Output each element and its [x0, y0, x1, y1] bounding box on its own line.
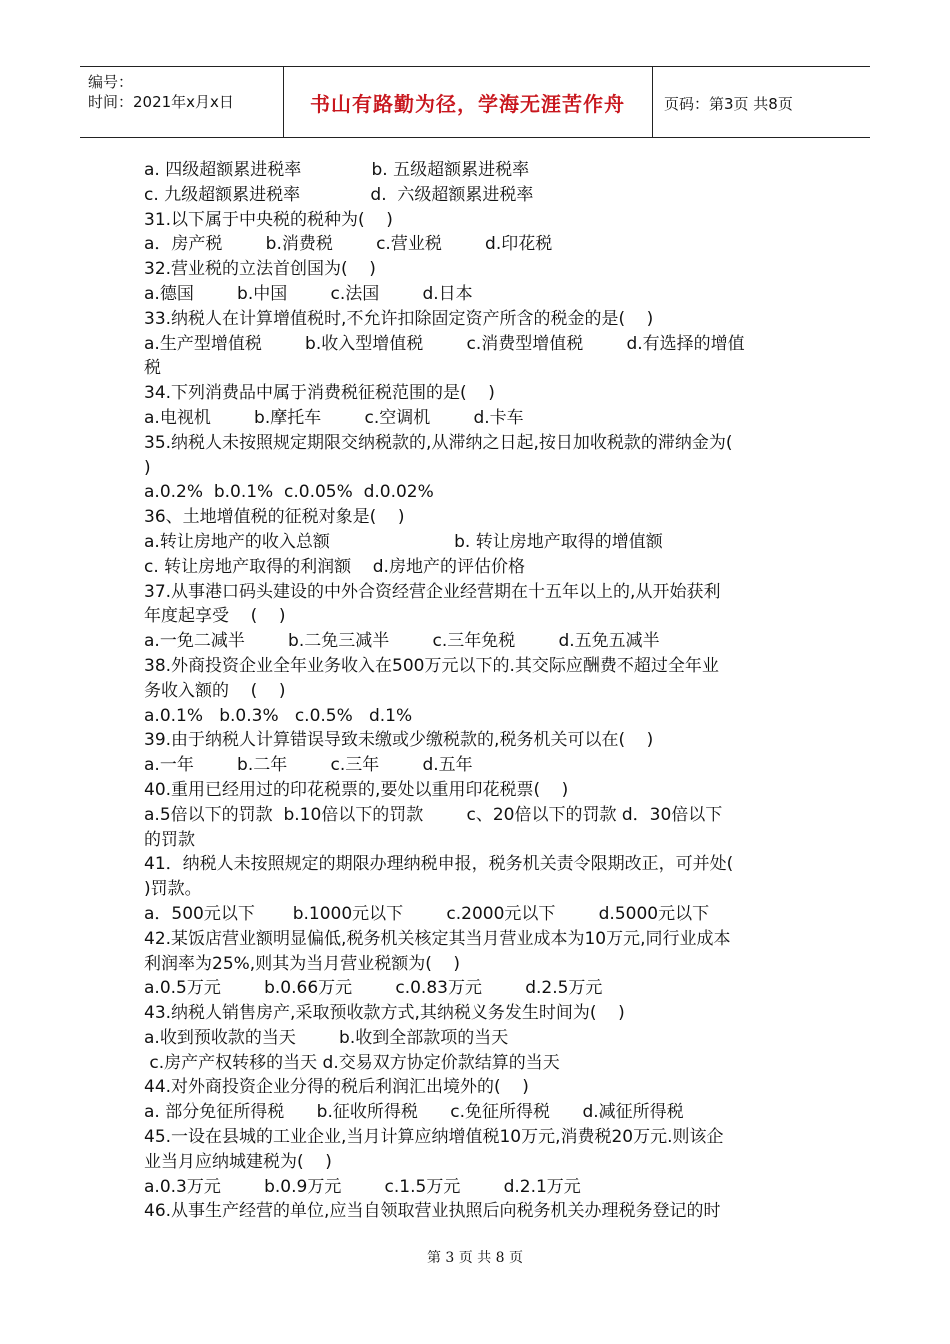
text-line: 39.由于纳税人计算错误导致未缴或少缴税款的,税务机关可以在( ): [144, 730, 654, 751]
text-line: 43.纳税人销售房产,采取预收款方式,其纳税义务发生时间为( ): [144, 1003, 625, 1024]
text-line: 32.营业税的立法首创国为( ): [144, 259, 376, 280]
text-line: a．房产税 b.消费税 c.营业税 d.印花税: [144, 234, 553, 255]
text-line: a.0.1% b.0.3% c.0.5% d.1%: [144, 705, 413, 726]
text-line: 34.下列消费品中属于消费税征税范围的是( ): [144, 383, 495, 404]
text-line: 利润率为25%,则其为当月营业税额为( ): [144, 953, 461, 974]
text-line: ): [144, 457, 151, 478]
header-divider: [283, 67, 284, 137]
text-line: 46.从事生产经营的单位,应当自领取营业执照后向税务机关办理税务登记的时: [144, 1201, 721, 1222]
text-line: a.电视机 b.摩托车 c.空调机 d.卡车: [144, 407, 524, 428]
text-line: 31.以下属于中央税的税种为( ): [144, 209, 393, 230]
text-line: 45.一设在县城的工业企业,当月计算应纳增值税10万元,消费税20万元.则该企: [144, 1127, 724, 1148]
serial-label: 编号：: [88, 73, 134, 91]
text-line: c. 九级超额累进税率 d. 六级超额累进税率: [144, 184, 534, 205]
text-line: 37.从事港口码头建设的中外合资经营企业经营期在十五年以上的,从开始获利: [144, 581, 721, 602]
text-line: c. 转让房地产取得的利润额 d.房地产的评估价格: [144, 556, 525, 577]
question-body: [144, 158, 816, 1224]
text-line: a.生产型增值税 b.收入型增值税 c.消费型增值税 d.有选择的增值: [144, 333, 745, 354]
text-line: 38.外商投资企业全年业务收入在500万元以下的.其交际应酬费不超过全年业: [144, 655, 719, 676]
text-line: 41．纳税人未按照规定的期限办理纳税申报，税务机关责令限期改正，可并处(: [144, 854, 734, 875]
text-line: c.房产产权转移的当天 d.交易双方协定价款结算的当天: [144, 1052, 560, 1073]
text-line: 33.纳税人在计算增值税时,不允许扣除固定资产所含的税金的是( ): [144, 308, 654, 329]
text-line: a.收到预收款的当天 b.收到全部款项的当天: [144, 1027, 509, 1048]
page-footer: 第 3 页 共 8 页: [426, 1250, 524, 1266]
text-line: a.0.5万元 b.0.66万元 c.0.83万元 d.2.5万元: [144, 978, 603, 999]
text-line: a.0.3万元 b.0.9万元 c.1.5万元 d.2.1万元: [144, 1176, 581, 1197]
text-line: 35.纳税人未按照规定期限交纳税款的,从滞纳之日起,按日加收税款的滞纳金为(: [144, 432, 733, 453]
motto: 书山有路勤为径，学海无涯苦作舟: [310, 92, 625, 116]
page-header: [80, 66, 870, 138]
text-line: a.德国 b.中国 c.法国 d.日本: [144, 283, 473, 304]
text-line: a. 部分免征所得税 b.征收所得税 c.免征所得税 d.减征所得税: [144, 1102, 684, 1123]
text-line: 40.重用已经用过的印花税票的,要处以重用印花税票( ): [144, 779, 569, 800]
text-line: a.5倍以下的罚款 b.10倍以下的罚款 c、20倍以下的罚款 d．30倍以下: [144, 804, 723, 825]
text-line: 税: [144, 358, 161, 379]
text-line: )罚款。: [144, 879, 202, 900]
text-line: a.转让房地产的收入总额 b. 转让房地产取得的增值额: [144, 531, 663, 552]
header-divider: [652, 67, 653, 137]
text-line: a. 四级超额累进税率 b. 五级超额累进税率: [144, 160, 530, 180]
text-line: 36、土地增值税的征税对象是( ): [144, 507, 405, 528]
text-line: 年度起享受 ( ): [144, 606, 286, 627]
time-label: 时间：2021年x月x日: [88, 93, 234, 111]
text-line: 业当月应纳城建税为( ): [144, 1151, 332, 1172]
text-line: 44.对外商投资企业分得的税后利润汇出境外的( ): [144, 1077, 529, 1098]
text-line: a.0.2% b.0.1% c.0.05% d.0.02%: [144, 482, 434, 503]
text-line: a.一免二减半 b.二免三减半 c.三年免税 d.五免五减半: [144, 631, 660, 652]
text-line: a.一年 b.二年 c.三年 d.五年: [144, 755, 473, 776]
page-info: 页码：第3页 共8页: [664, 95, 793, 113]
text-line: 的罚款: [144, 829, 195, 850]
text-line: 42.某饭店营业额明显偏低,税务机关核定其当月营业成本为10万元,同行业成本: [144, 928, 731, 949]
text-line: a．500元以下 b.1000元以下 c.2000元以下 d.5000元以下: [144, 903, 710, 924]
text-line: 务收入额的 ( ): [144, 680, 286, 701]
